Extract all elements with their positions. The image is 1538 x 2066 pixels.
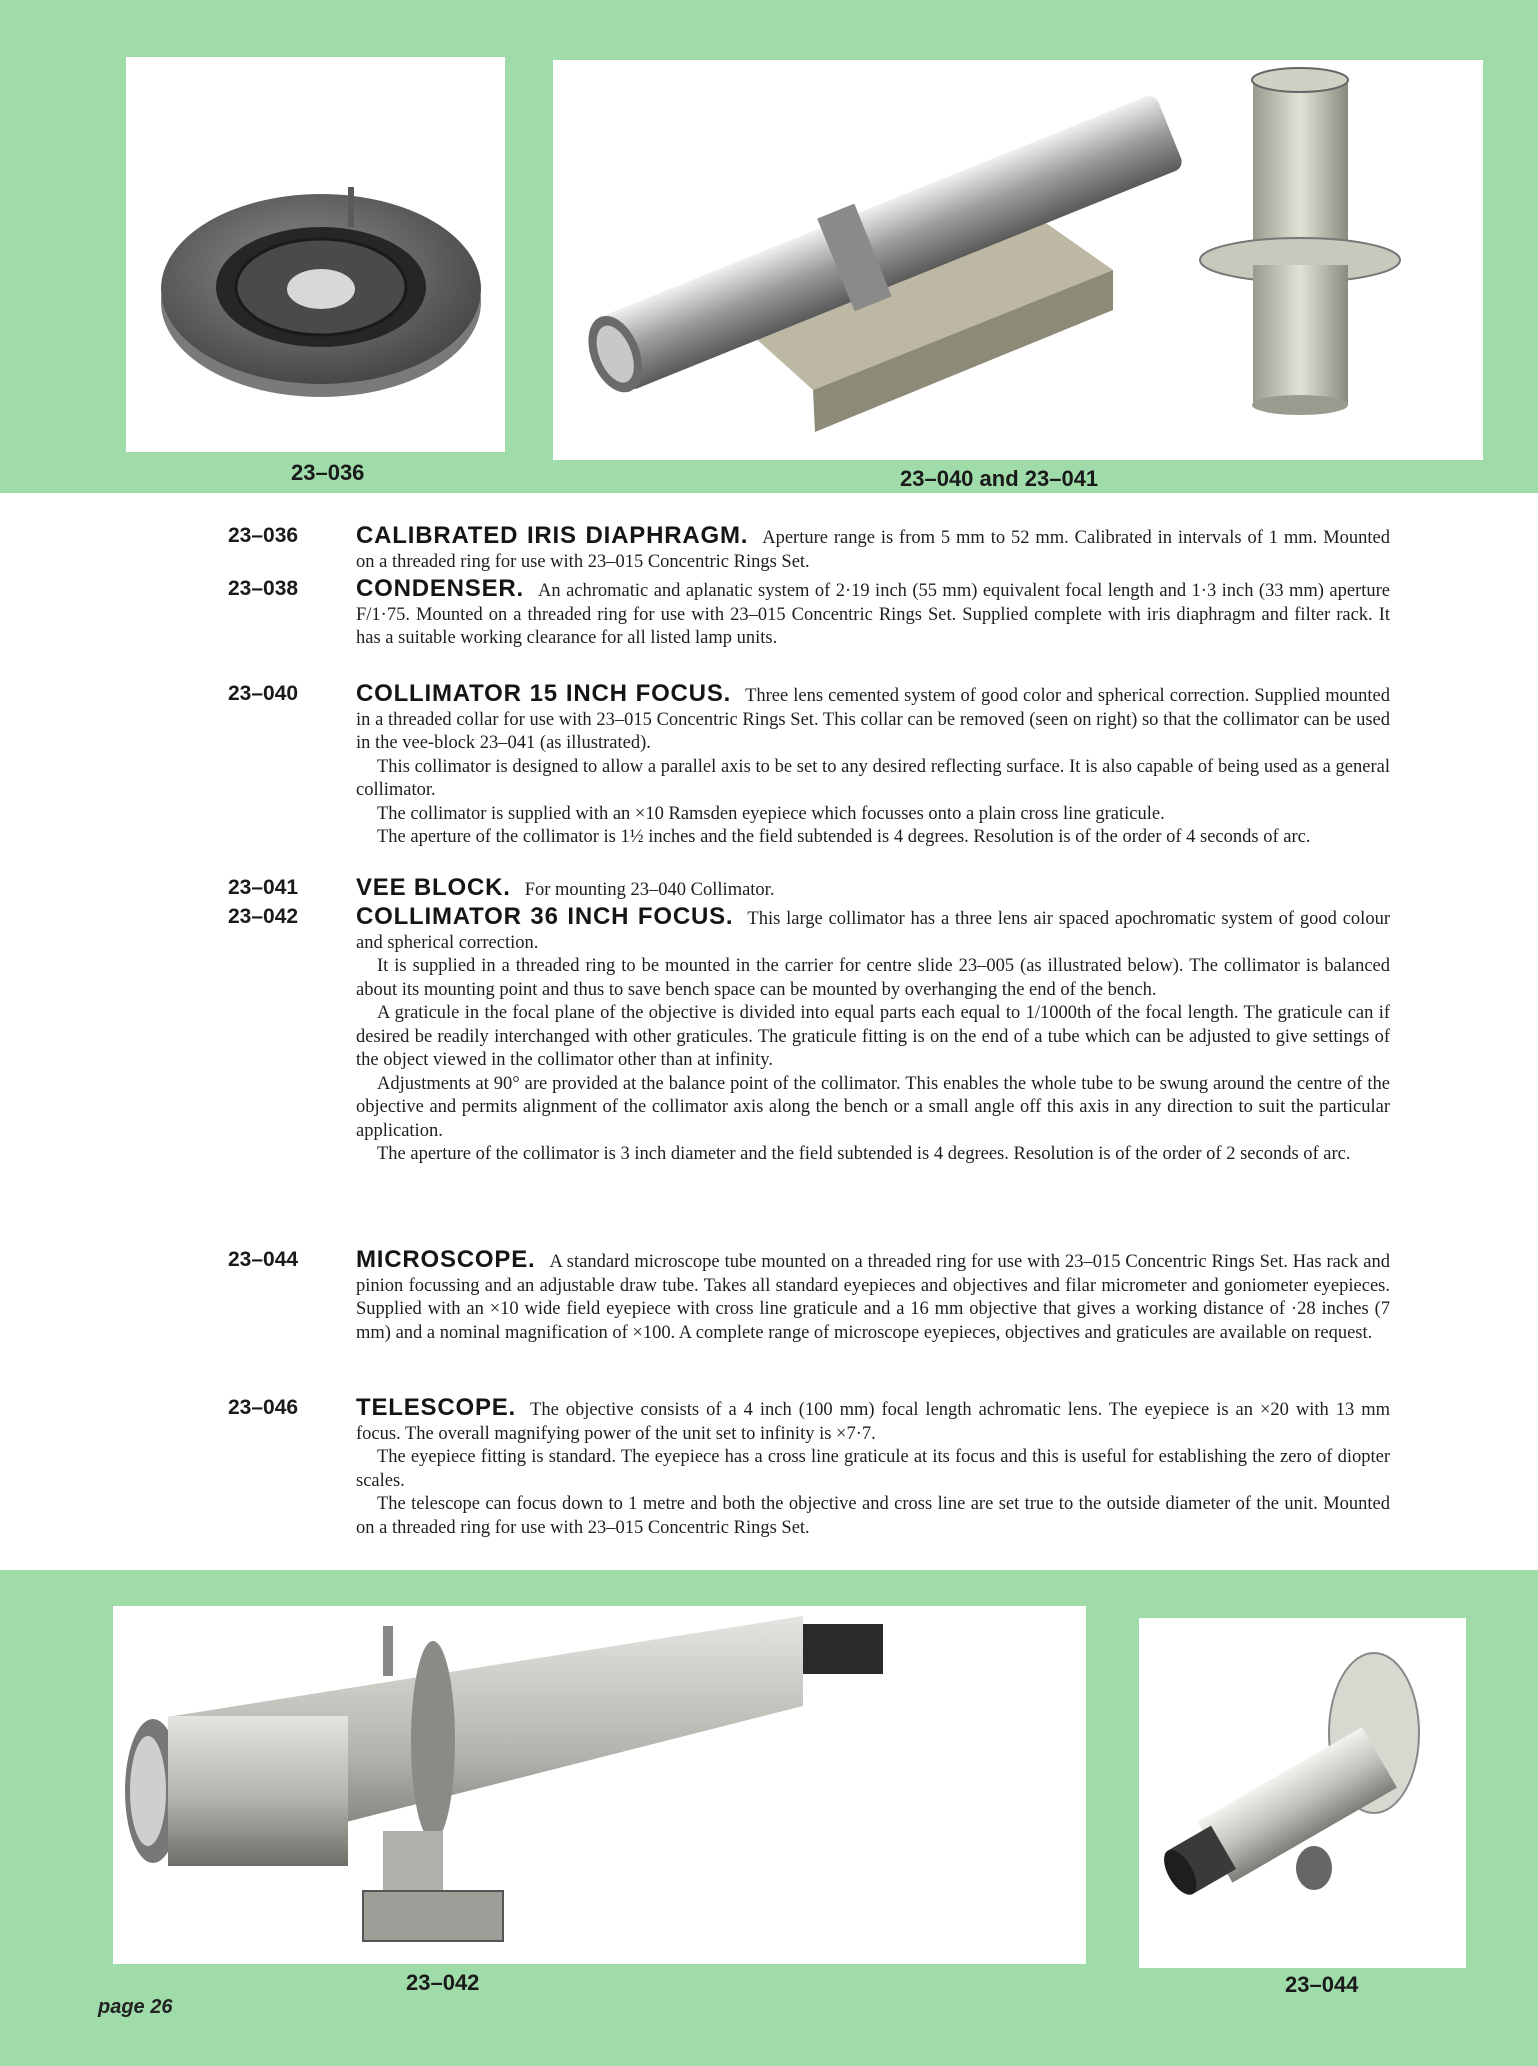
- entry-code: 23–040: [228, 682, 299, 705]
- entry-paragraph: This collimator is designed to allow a parallel axis to be set to any desired reflecting surface. It is also capable of being used as a general collimator.: [356, 756, 1390, 800]
- entry-title: COLLIMATOR 36 INCH FOCUS.: [356, 903, 734, 930]
- entry-paragraph: This large collimator has a three lens air spaced apochromatic system of good colour and spherical correction.: [356, 909, 1390, 953]
- entry-code: 23–044: [228, 1248, 299, 1271]
- entry-body: [356, 1396, 1390, 1540]
- entry-paragraph: The eyepiece fitting is standard. The eyepiece has a cross line graticule at its focus and this is useful for establishing the zero of diopter scales.: [356, 1447, 1390, 1491]
- entry-paragraph: The aperture of the collimator is 3 inch diameter and the field subtended is 4 degrees. Resolution is of the order of 2 seconds of arc.: [377, 1144, 1351, 1164]
- entry-paragraph: Adjustments at 90° are provided at the balance point of the collimator. This enables the whole tube to be swung around the centre of the objective and permits alignment of the collimator axis along the bench or a small angle off this axis in any direction to suit the particular application.: [356, 1073, 1390, 1141]
- entry-paragraph: It is supplied in a threaded ring to be mounted in the carrier for centre slide 23–005 (as illustrated below). The collimator is balanced about its mounting point and thus to save bench space can be mounted by overhanging the end of the bench.: [356, 956, 1390, 1000]
- entry-paragraph: The aperture of the collimator is 1½ inches and the field subtended is 4 degrees. Resolution is of the order of 4 seconds of arc.: [377, 827, 1311, 847]
- entry-code: 23–036: [228, 524, 299, 547]
- collimator-15-photo: [553, 60, 1483, 460]
- entry-body: [356, 682, 1390, 850]
- entry-paragraph: A standard microscope tube mounted on a threaded ring for use with 23–015 Concentric Rings Set. Has rack and pinion focussing and an adjustable draw tube. Takes all standard eyepieces and objectives and filar micrometer and goniometer eyepieces. Supplied with an ×10 wide field eyepiece with cross line graticule and a 16 mm objective that gives a working distance of ·28 inches (7 mm) and a nominal magnification of ×100. A complete range of microscope eyepieces, objectives and graticules are available on request.: [356, 1252, 1390, 1343]
- entry-paragraph: The collimator is supplied with an ×10 Ramsden eyepiece which focusses onto a plain cross line graticule.: [377, 803, 1165, 824]
- entry-code: 23–038: [228, 577, 299, 600]
- entry-body: [356, 1248, 1390, 1345]
- entry-paragraph: The objective consists of a 4 inch (100 mm) focal length achromatic lens. The eyepiece is an ×20 with 13 mm focus. The overall magnifying power of the unit set to infinity is ×7·7.: [356, 1400, 1390, 1444]
- figure-caption-collimator-36: 23–042: [406, 1970, 480, 1995]
- entry-body: [356, 876, 1390, 903]
- entry-code: 23–041: [228, 876, 299, 899]
- entry-body: [356, 905, 1390, 1167]
- entry-body: [356, 524, 1390, 574]
- entry-code: 23–046: [228, 1396, 299, 1419]
- entry-title: TELESCOPE.: [356, 1394, 517, 1421]
- entry-paragraph: Aperture range is from 5 mm to 52 mm. Calibrated in intervals of 1 mm. Mounted on a threaded ring for use with 23–015 Concentric Rings Set.: [356, 528, 1390, 572]
- entry-code: 23–042: [228, 905, 299, 928]
- entry-body: [356, 577, 1390, 651]
- entry-title: CONDENSER.: [356, 575, 525, 602]
- page-number: page 26: [98, 1996, 173, 2018]
- entry-title: VEE BLOCK.: [356, 874, 511, 901]
- entry-title: CALIBRATED IRIS DIAPHRAGM.: [356, 522, 749, 549]
- collimator-36-photo: [113, 1606, 1086, 1964]
- figure-caption-collimator-15: 23–040 and 23–041: [900, 466, 1099, 491]
- figure-caption-microscope: 23–044: [1285, 1972, 1359, 1997]
- entry-paragraph: An achromatic and aplanatic system of 2·19 inch (55 mm) equivalent focal length and 1·3 inch (33 mm) aperture F/1·75. Mounted on a threaded ring for use with 23–015 Concentric Rings Set. Supplied complete with iris diaphragm and filter rack. It has a suitable working clearance for all listed lamp units.: [356, 581, 1390, 648]
- entry-title: MICROSCOPE.: [356, 1246, 536, 1273]
- entry-paragraph: A graticule in the focal plane of the objective is divided into equal parts each equal to 1/1000th of the focal length. The graticule can if desired be readily interchanged with other graticules. The graticule fitting is on the end of a tube which can be adjusted to give settings of the object viewed in the collimator other than at infinity.: [356, 1003, 1390, 1070]
- entry-paragraph: For mounting 23–040 Collimator.: [524, 880, 775, 900]
- iris-diaphragm-photo: [126, 57, 505, 452]
- microscope-photo: [1139, 1618, 1466, 1968]
- figure-caption-iris: 23–036: [291, 460, 365, 485]
- entry-title: COLLIMATOR 15 INCH FOCUS.: [356, 680, 732, 707]
- entry-paragraph: Three lens cemented system of good color and spherical correction. Supplied mounted in a threaded collar for use with 23–015 Concentric Rings Set. This collar can be removed (seen on right) so that the collimator can be used in the vee-block 23–041 (as illustrated).: [356, 686, 1390, 753]
- entry-paragraph: The telescope can focus down to 1 metre and both the objective and cross line are set true to the outside diameter of the unit. Mounted on a threaded ring for use with 23–015 Concentric Rings Set.: [356, 1494, 1390, 1538]
